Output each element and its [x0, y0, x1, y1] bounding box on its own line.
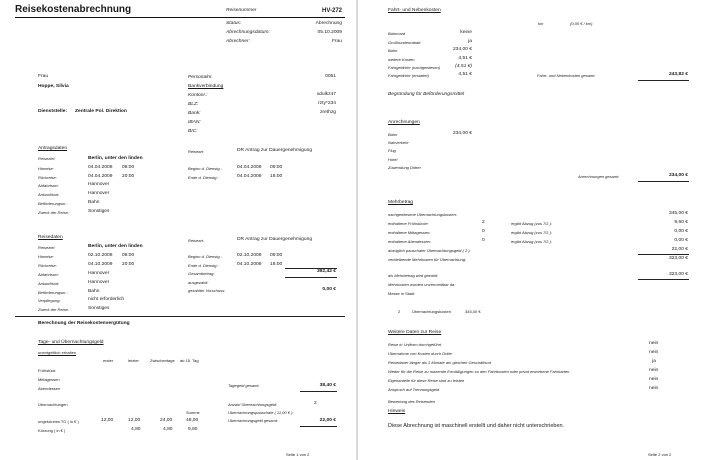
- mehr-row-2-count: 0: [482, 229, 485, 234]
- bank-heading: Bankverbindung: [188, 84, 224, 89]
- anrechnung-row-1-label: Nahverkehr: [388, 140, 409, 145]
- reise-abfahrt-value: Hannover: [88, 271, 110, 276]
- als-mehrbetrag-value: 323,00 €: [668, 272, 688, 277]
- iban-label: IBAN:: [188, 120, 201, 125]
- note-count: 2: [398, 309, 401, 314]
- row1-letzter: 12,00: [128, 418, 141, 423]
- page-1: [0, 0, 356, 460]
- mehr-row-2-label: enthaltene Mittagessen:: [388, 230, 431, 235]
- weitere-row-3-value: nein: [649, 368, 659, 373]
- reise-zweck-value: Sonstiges: [88, 306, 110, 311]
- row1-label: ungekürztes TG ( in € ): [38, 419, 79, 424]
- fahrt-heading: Fahrt- und Nebenkosten: [388, 8, 441, 13]
- bewertung-label: Bewertung des Reisenden: [388, 399, 435, 404]
- begruendung-label: Begründung für Beförderungsmittel: [388, 92, 465, 97]
- antrag-reiseart-label: Reiseart:: [188, 149, 205, 154]
- uebernachtungen-label: Übernachtungen: [38, 402, 68, 407]
- col-ab15: ab 15. Tag: [180, 358, 199, 363]
- reise-reiseart-label: Reiseart:: [188, 238, 205, 243]
- antrag-reiseart-value: DR Antrag zur Dauergenehmigung: [237, 148, 313, 153]
- messe-text: Messe in Stadt: [388, 291, 415, 296]
- antrag-beginn-date: 04.04.2009: [237, 165, 262, 170]
- status-label: Status:: [226, 21, 242, 26]
- unentgeltlich-label: unentgeltlich erhalten: [38, 350, 77, 355]
- reise-zweck-label: Zweck der Reise:: [38, 307, 69, 312]
- weitere-row-1-label: Übernahme von Kosten durch Dritte: [388, 351, 452, 356]
- antrag-hinreise-time: 08:00: [122, 165, 135, 170]
- mehr-row-0-label: nachgewiesene Übernachtungskosten:: [388, 212, 457, 217]
- reise-rueckreise-time: 20:00: [122, 262, 135, 267]
- mehr-row-1-count: 2: [482, 220, 485, 225]
- reise-rueckreise-date: 04.10.2009: [88, 262, 113, 267]
- uebgeld-gesamt-value: 22,00 €: [319, 418, 336, 423]
- title-rule: [15, 17, 345, 18]
- mittag-label: Mittagessen: [38, 377, 60, 382]
- abrdatum-label: Abrechnungsdatum:: [226, 30, 270, 35]
- row1-zwischentage: 24,00: [160, 418, 173, 423]
- blz-value: rzty*234: [318, 101, 336, 106]
- anrechnungen-underline: [638, 181, 689, 182]
- fahrt-row-0-value: keine: [460, 30, 472, 35]
- reise-reiseart-value: DR Antrag zur Dauergenehmigung: [237, 237, 313, 242]
- antrag-ende-time: 18:00: [270, 174, 283, 179]
- reise-ende-time: 18:00: [270, 262, 283, 267]
- reise-ende-date: 04.10.2009: [237, 262, 262, 267]
- antrag-abfahrt-value: Hannover: [88, 182, 110, 187]
- summe-label: Summe: [186, 410, 200, 415]
- fruehstueck-label: Frühstück: [38, 368, 56, 373]
- berechnung-rule: [15, 316, 345, 317]
- mehr-row-5-label: verbleibende Mehrkosten für Übernachtung:: [388, 257, 467, 262]
- reise-gesamt-label: Gesamtbetrag:: [188, 271, 215, 276]
- reise-hinreise-date: 02.10.2009: [88, 253, 113, 258]
- reise-beginn-label: Beginn d. Dienstg.:: [188, 254, 222, 259]
- antrag-ankunft-value: Hannover: [88, 191, 110, 196]
- antrag-hinreise-label: Hinreise:: [38, 166, 54, 171]
- mehr-row-5-value: 323,00 €: [668, 256, 688, 261]
- reise-beginn-date: 02.10.2009: [237, 253, 262, 258]
- row2-label: Kürzung ( in € ): [38, 428, 66, 433]
- mehr-row-3-label: enthaltene Abendessen:: [388, 239, 431, 244]
- col-erster: erster: [103, 358, 114, 363]
- weitere-row-4-value: nein: [649, 377, 659, 382]
- reise-ausgezahlt-label: ausgezahlt:: [188, 280, 209, 285]
- antrag-zweck-value: Sonstiges: [88, 209, 110, 214]
- antrag-rueckreise-label: Rückreise:: [38, 175, 57, 180]
- reise-gesamt-underline: [285, 277, 337, 278]
- mehr-row-0-value: 345,00 €: [668, 211, 688, 216]
- antrag-zweck-label: Zweck der Reise:: [38, 210, 69, 215]
- weitere-heading: Weitere Daten zur Reise: [388, 330, 442, 335]
- reise-ende-label: Ende d. Dienstg.:: [188, 263, 219, 268]
- bank-value: zrethzg: [319, 110, 336, 115]
- antrag-befoerderung-label: Beförderungsm.:: [38, 201, 68, 206]
- pauschale-label: Übernachtungspauschale ( 11,00 € ):: [228, 410, 294, 415]
- als-mehrbetrag-label: als Mehrbetrag wird gezahlt:: [388, 273, 439, 278]
- mehr-row-2-right-label: ergibt Abzug (zus 7G ):: [511, 230, 552, 235]
- fahrt-gesamt-underline: [638, 80, 689, 81]
- antrag-ankunft-label: Ankunftsort:: [38, 192, 60, 197]
- fahrt-row-2-value: 234,00 €: [452, 47, 472, 52]
- mehrkosten-label: Mehrkosten wurden unvermeidbar da:: [388, 282, 456, 287]
- weitere-row-3-label: Weder für die Reise zu nutzende Ermäßigungen zu den Fahrtkosten oder privat erworbene Fahrkarten: [388, 369, 570, 374]
- mehr-row-3-right-label: ergibt Abzug (zus 7G ):: [511, 239, 552, 244]
- fahrt-row-5-label: Fahrgeld/ohr (erstattet): [388, 73, 429, 78]
- antrag-reiseziel-value: Berlin, unter den linden: [88, 156, 143, 161]
- anrechnungen-heading: Anrechnungen: [388, 120, 420, 125]
- fahrt-row-3-label: weitere Kosten: [388, 57, 415, 62]
- reise-verpflegung-label: Verpflegung:: [38, 298, 61, 303]
- weitere-row-0-value: nein: [649, 341, 659, 346]
- reise-reiseziel-value: Berlin, unter den linden: [88, 244, 143, 249]
- kontonr-value: xdulkz47: [316, 92, 336, 97]
- fahrt-row-4-label: Fahrgeld/ohr (nachgewiesen): [388, 65, 441, 70]
- fahrt-row-0-label: Bahncard: [388, 31, 406, 36]
- antrag-befoerderung-value: Bahn: [88, 200, 100, 205]
- anzahl-value: 2: [314, 401, 317, 406]
- reise-befoerderung-label: Beförderungsm.:: [38, 290, 68, 295]
- tagegeld-value: 38,40 €: [319, 383, 336, 388]
- fahrt-row-1-value: ja: [468, 39, 472, 44]
- anrede: Frau: [38, 74, 49, 79]
- reise-gesamt-value: 392,42 €: [316, 269, 336, 274]
- weitere-row-4-label: Eigenanteile für diese Reise sind zu leisten: [388, 378, 465, 383]
- mehr-row-1-label: enthaltene Frühstücke:: [388, 221, 429, 226]
- row2-zwischentage: 4,80: [163, 427, 173, 432]
- abrechner-label: Abrechner:: [226, 39, 250, 44]
- mehr-row-1-right-label: ergibt Abzug (zus 7G ):: [511, 221, 552, 226]
- mehr-row-1-value: 9,60 €: [674, 220, 688, 225]
- row1-erster: 12,00: [101, 418, 114, 423]
- antrag-ende-date: 04.04.2009: [237, 174, 262, 179]
- mehr-subtotal-rule: [638, 254, 689, 255]
- col-zwischentage: Zwischentage: [150, 358, 175, 363]
- anrechnung-row-2-label: Flug: [388, 148, 396, 153]
- reise-ankunft-label: Ankunftsort:: [38, 281, 60, 286]
- abrdatum-value: 05.10.2009: [317, 30, 342, 35]
- note-label: Übernachtungskosten: [412, 309, 451, 314]
- hinweis-heading: Hinweis: [388, 409, 406, 414]
- fahrt-row-1-label: Großkundenrabatt: [388, 40, 421, 45]
- uebgeld-gesamt-label: Übernachtungsgeld gesamt:: [228, 418, 279, 423]
- antrag-hinreise-date: 04.04.2009: [88, 165, 113, 170]
- antrag-ende-label: Ende d. Dienstg.:: [188, 175, 219, 180]
- berechnung-heading: Berechnung der Reisekostenvergütung: [38, 321, 130, 326]
- anzahl-label: Anzahl Übernachtungsgeld:: [228, 402, 278, 407]
- mehrbetrag-heading: Mehrbetrag: [388, 200, 414, 205]
- fahrt-row-4-value: (4,51 €): [455, 64, 472, 69]
- weitere-row-2-label: Reisedauer länger als 3 Monate am gleichen Geschäftsort: [388, 360, 492, 365]
- antrag-beginn-label: Beginn d. Dienstg.:: [188, 166, 222, 171]
- antrag-abfahrt-label: Abfahrtsort:: [38, 183, 59, 188]
- reise-vorschuss-label: gezahlter Vorschuss:: [188, 288, 226, 293]
- anrechnung-row-0-value: 234,00 €: [452, 131, 472, 136]
- antrag-heading: Antragsdaten: [38, 146, 68, 151]
- reise-abfahrt-label: Abfahrtsort:: [38, 272, 59, 277]
- fahrt-row-5-value: 4,51 €: [458, 72, 472, 77]
- page-1-footer: Seite 1 von 2: [286, 452, 310, 457]
- status-value: Abrechnung: [315, 21, 342, 26]
- note-value: 345,00 €: [465, 309, 481, 314]
- abend-label: Abendessen: [38, 386, 61, 391]
- mehr-row-3-value: 0,00 €: [674, 238, 688, 243]
- reisenummer-label: Reisenummer: [226, 8, 257, 13]
- mehr-row-4-value: 22,00 €: [671, 247, 688, 252]
- bank-label: Bank:: [188, 111, 201, 116]
- mehr-row-3-count: 0: [482, 238, 485, 243]
- reise-ankunft-value: Hannover: [88, 280, 110, 285]
- antrag-rueckreise-time: 20:00: [122, 174, 135, 179]
- dienststelle-value: Zentrale Pol. Direktion: [75, 109, 127, 114]
- page-2-footer: Seite 2 von 2: [648, 452, 672, 457]
- reise-beginn-time: 09:00: [270, 253, 283, 258]
- weitere-row-5-label: Anspruch auf Trennungsgeld: [388, 387, 440, 392]
- fahrt-gesamt-value: 243,82 €: [668, 72, 688, 77]
- anrechnung-row-0-label: Bahn: [388, 132, 398, 137]
- document-title: Reisekostenabrechnung: [15, 4, 132, 15]
- anrechnung-row-4-label: Zuwendung Dritter: [388, 165, 421, 170]
- reise-vorschuss-value: 0,00 €: [322, 287, 336, 292]
- fahrt-row-2-label: Bahn: [388, 48, 398, 53]
- anrechnungen-gesamt-label: Anrechnungen gesamt:: [578, 174, 620, 179]
- anrechnungen-gesamt-value: 234,00 €: [668, 173, 688, 178]
- row2-summe: 9,60: [188, 427, 198, 432]
- blz-label: BLZ:: [188, 102, 199, 107]
- anrechnung-row-3-label: Hotel: [388, 157, 398, 162]
- antrag-reiseziel-label: Reiseziel:: [38, 156, 56, 161]
- antrag-rueckreise-date: 04.04.2009: [88, 174, 113, 179]
- row2-letzter: 4,80: [131, 427, 141, 432]
- mehr-row-2-value: 0,00 €: [674, 229, 688, 234]
- reise-reiseziel-label: Reiseziel:: [38, 245, 56, 250]
- reise-hinreise-time: 08:00: [122, 253, 135, 258]
- abrechner-value: Frau: [331, 39, 342, 44]
- reise-rueckreise-label: Rückreise:: [38, 263, 57, 268]
- reise-heading: Reisedaten: [38, 235, 63, 240]
- reise-verpflegung-value: nicht erforderlich: [88, 297, 125, 302]
- als-mehrbetrag-underline: [638, 279, 689, 280]
- col-letzter: letzter: [128, 358, 139, 363]
- kontonr-label: Kontonr.:: [188, 93, 208, 98]
- bic-label: BIC:: [188, 129, 198, 134]
- tagegeld-underline: [300, 391, 337, 392]
- reisenummer-value: HV-272: [321, 8, 342, 14]
- weitere-row-2-value: ja: [652, 359, 656, 364]
- weitere-row-0-label: Reise in Uniform durchgeführt: [388, 342, 442, 347]
- dienststelle-label: Dienststelle:: [38, 109, 68, 114]
- tage-heading: Tage- und Übernachtungsgeld: [38, 340, 104, 345]
- uebgeld-underline: [300, 426, 337, 427]
- person-name: Hoppe, Silvia: [38, 84, 69, 89]
- fahrt-row-3-value: 4,51 €: [458, 56, 472, 61]
- mehr-row-4-label: abzüglich pauschaler Übernachtungsgeld ( 2 ):: [388, 248, 471, 253]
- reise-befoerderung-value: Bahn: [88, 289, 100, 294]
- personalnr-value: 0051: [325, 74, 336, 79]
- tagegeld-label: Tagegeld gesamt:: [228, 383, 260, 388]
- reise-hinreise-label: Hinreise:: [38, 254, 54, 259]
- row1-summe: 48,00: [186, 418, 199, 423]
- km-label: km: [538, 21, 544, 26]
- weitere-row-1-value: nein: [649, 350, 659, 355]
- hinweis-text: Diese Abrechnung ist maschinell erstellt und daher nicht unterschrieben.: [388, 423, 565, 429]
- personalnr-label: Personalnr.: [188, 75, 213, 80]
- antrag-beginn-time: 09:00: [270, 165, 283, 170]
- weitere-row-5-value: nein: [649, 386, 659, 391]
- fahrt-gesamt-label: Fahrt- und Nebenkosten gesamt:: [537, 73, 596, 78]
- page-2: [358, 0, 715, 460]
- km-rate: (0,00 € / km): [570, 21, 593, 26]
- reise-gesamt-overline: [285, 268, 337, 269]
